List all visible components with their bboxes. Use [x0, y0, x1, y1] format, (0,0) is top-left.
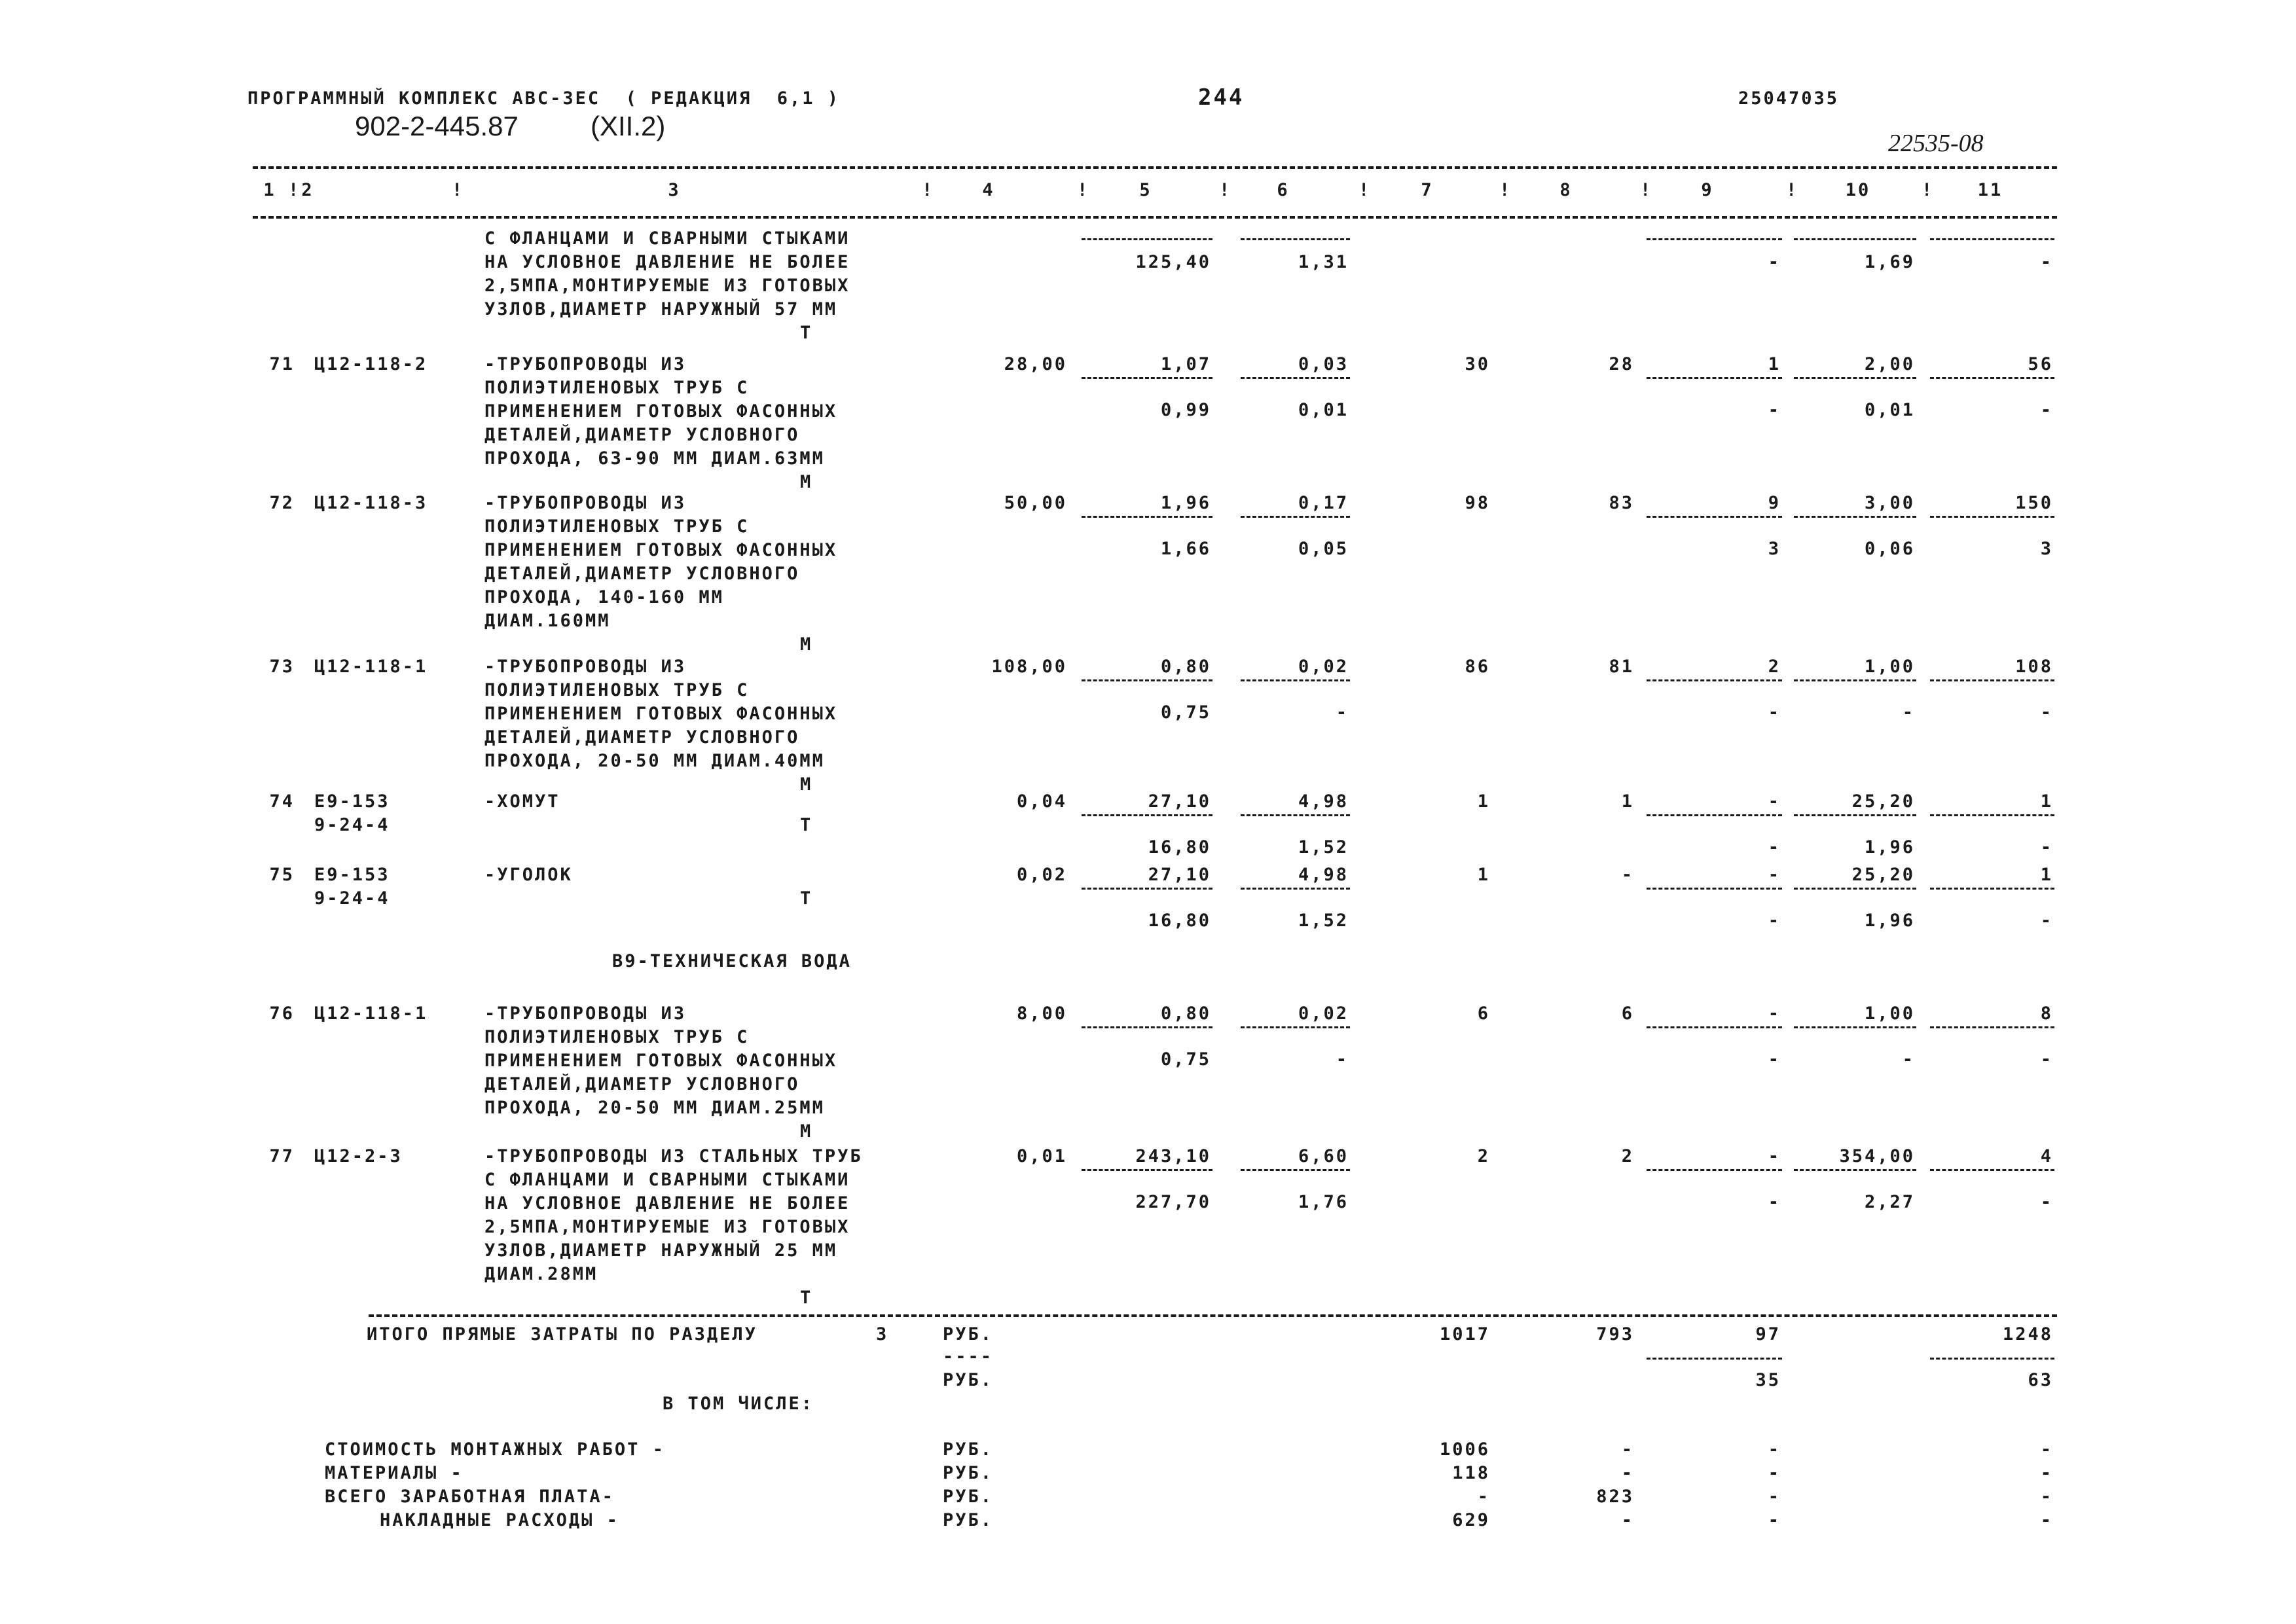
- continuation-desc-line: 2,5МПА,МОНТИРУЕМЫЕ ИЗ ГОТОВЫХ: [484, 276, 850, 296]
- row-number: 77: [269, 1146, 295, 1166]
- row-c10b-wage: 1,96: [1864, 837, 1915, 857]
- page-number: 244: [1198, 84, 1245, 111]
- row-desc-line: ПРИМЕНЕНИЕМ ГОТОВЫХ ФАСОННЫХ: [484, 704, 838, 724]
- breakdown-unit: РУБ.: [943, 1510, 994, 1530]
- column-separator: !: [1922, 180, 1935, 200]
- breakdown-col8: -: [1621, 1510, 1634, 1530]
- row-c5b-wage: 227,70: [1135, 1192, 1211, 1212]
- row-c11: 8: [2040, 1003, 2053, 1024]
- row-c5b-wage: 1,66: [1160, 539, 1211, 559]
- row-c10: 354,00: [1839, 1146, 1915, 1166]
- breakdown-col7: -: [1477, 1487, 1490, 1507]
- row-desc-line: -ХОМУТ: [484, 791, 560, 812]
- row-c9b-wage: -: [1768, 400, 1781, 420]
- sub-rule: [1930, 888, 2054, 890]
- breakdown-col9: -: [1768, 1463, 1781, 1483]
- sub-rule: [1794, 1026, 1916, 1028]
- row-c8: -: [1621, 865, 1634, 885]
- column-separator: !: [922, 180, 935, 200]
- row-c7: 98: [1465, 493, 1490, 513]
- sub-rule: [1241, 1026, 1350, 1028]
- sub-rule: [1647, 888, 1782, 890]
- row-c5: 243,10: [1135, 1146, 1211, 1166]
- row-c9: -: [1768, 1146, 1781, 1166]
- row-c11: 108: [2015, 657, 2053, 677]
- sub-rule: [1930, 679, 2054, 681]
- sub-rule: [1082, 1026, 1212, 1028]
- sub-rule: [1082, 238, 1212, 240]
- row-c10: 25,20: [1851, 865, 1915, 885]
- row-number: 72: [269, 493, 295, 513]
- row-desc-line: -УГОЛОК: [484, 865, 573, 885]
- row-c5b-wage: 16,80: [1148, 837, 1211, 857]
- breakdown-col7: 1006: [1439, 1439, 1490, 1460]
- breakdown-label: НАКЛАДНЫЕ РАСХОДЫ -: [380, 1510, 619, 1530]
- row-desc-line: ПРИМЕНЕНИЕМ ГОТОВЫХ ФАСОННЫХ: [484, 540, 838, 560]
- row-c8: 6: [1621, 1003, 1634, 1024]
- sub-rule: [1647, 1026, 1782, 1028]
- column-separator: !: [452, 180, 465, 200]
- row-quantity: 28,00: [1004, 354, 1067, 374]
- row-quantity: 0,02: [1016, 865, 1067, 885]
- cont-col5-wage: 125,40: [1135, 252, 1211, 272]
- breakdown-col8: -: [1621, 1463, 1634, 1483]
- sub-rule: [1930, 814, 2054, 816]
- row-c10: 1,00: [1864, 1003, 1915, 1024]
- row-c10: 25,20: [1851, 791, 1915, 812]
- row-c5b-wage: 0,75: [1160, 1049, 1211, 1070]
- row-desc-line: ДИАМ.160ММ: [484, 611, 611, 631]
- column-header-6: 6: [1277, 180, 1290, 200]
- row-c6b-wage: -: [1336, 702, 1349, 723]
- row-c10: 2,00: [1864, 354, 1915, 374]
- sub-rule: [1794, 1169, 1916, 1171]
- row-c6b-wage: 0,05: [1298, 539, 1349, 559]
- row-c6b-wage: 1,52: [1298, 911, 1349, 931]
- breakdown-unit: РУБ.: [943, 1439, 994, 1460]
- column-separator: !: [1786, 180, 1799, 200]
- row-c10b-wage: 2,27: [1864, 1192, 1915, 1212]
- sub-rule: [1794, 814, 1916, 816]
- sub-rule: [1647, 516, 1782, 518]
- sub-rule: [1082, 516, 1212, 518]
- breakdown-col7: 118: [1452, 1463, 1490, 1483]
- row-c11: 4: [2040, 1146, 2053, 1166]
- continuation-unit: Т: [800, 323, 813, 343]
- row-c9: 2: [1768, 657, 1781, 677]
- row-unit: Т: [800, 815, 813, 835]
- row-c9: -: [1768, 1003, 1781, 1024]
- row-desc-line: ПОЛИЭТИЛЕНОВЫХ ТРУБ С: [484, 1027, 750, 1047]
- row-c8: 1: [1621, 791, 1634, 812]
- row-c10b-wage: 0,01: [1864, 400, 1915, 420]
- sub-rule: [1241, 814, 1350, 816]
- row-c11b-wage: 3: [2040, 539, 2053, 559]
- continuation-desc-line: УЗЛОВ,ДИАМЕТР НАРУЖНЫЙ 57 ММ: [484, 299, 838, 319]
- doc-code: 25047035: [1738, 88, 1840, 109]
- sub-rule: [1930, 377, 2054, 379]
- row-c7: 6: [1477, 1003, 1490, 1024]
- totals-unit: РУБ.: [943, 1324, 994, 1344]
- breakdown-col7: 629: [1452, 1510, 1490, 1530]
- row-code: Е9-153: [314, 791, 390, 812]
- row-code-2: 9-24-4: [314, 815, 390, 835]
- row-desc-line: УЗЛОВ,ДИАМЕТР НАРУЖНЫЙ 25 ММ: [484, 1240, 838, 1261]
- column-header-11: 11: [1977, 180, 2003, 200]
- row-desc-line: ПРОХОДА, 20-50 ММ ДИАМ.25ММ: [484, 1098, 825, 1118]
- row-c9: 9: [1768, 493, 1781, 513]
- row-c9: 1: [1768, 354, 1781, 374]
- row-code-2: 9-24-4: [314, 888, 390, 909]
- sub-rule: [1082, 377, 1212, 379]
- row-quantity: 0,01: [1016, 1146, 1067, 1166]
- row-desc-line: ПРОХОДА, 63-90 ММ ДИАМ.63ММ: [484, 448, 825, 469]
- row-number: 73: [269, 657, 295, 677]
- totals-col8: 793: [1596, 1324, 1634, 1344]
- sub-rule: [1930, 1169, 2054, 1171]
- sub-rule: [1647, 1358, 1782, 1360]
- row-c9b-wage: 3: [1768, 539, 1781, 559]
- sub-rule: [1794, 377, 1916, 379]
- row-c8: 83: [1609, 493, 1634, 513]
- breakdown-label: ВСЕГО ЗАРАБОТНАЯ ПЛАТА-: [325, 1487, 615, 1507]
- totals-rule: [369, 1314, 2057, 1317]
- row-unit: М: [800, 774, 813, 795]
- sub-rule: [1241, 377, 1350, 379]
- row-c6b-wage: 0,01: [1298, 400, 1349, 420]
- totals-unit-2: РУБ.: [943, 1370, 994, 1390]
- row-c7: 2: [1477, 1146, 1490, 1166]
- row-c6b-wage: -: [1336, 1049, 1349, 1070]
- row-desc-line: -ТРУБОПРОВОДЫ ИЗ: [484, 493, 687, 513]
- breakdown-col8: 823: [1596, 1487, 1634, 1507]
- album-number: (XII.2): [591, 111, 666, 141]
- breakdown-col9: -: [1768, 1439, 1781, 1460]
- continuation-desc-line: С ФЛАНЦАМИ И СВАРНЫМИ СТЫКАМИ: [484, 228, 850, 249]
- row-desc-line: ПРОХОДА, 20-50 ММ ДИАМ.40ММ: [484, 751, 825, 771]
- column-separator: !: [1640, 180, 1653, 200]
- row-c9b-wage: -: [1768, 837, 1781, 857]
- row-desc-line: 2,5МПА,МОНТИРУЕМЫЕ ИЗ ГОТОВЫХ: [484, 1217, 850, 1237]
- row-desc-line: ДЕТАЛЕЙ,ДИАМЕТР УСЛОВНОГО: [484, 727, 800, 748]
- row-code: Ц12-118-1: [314, 657, 428, 677]
- sub-rule: [1647, 238, 1782, 240]
- row-desc-line: -ТРУБОПРОВОДЫ ИЗ: [484, 354, 687, 374]
- row-c10b-wage: -: [1902, 702, 1915, 723]
- row-c11: 1: [2040, 791, 2053, 812]
- sub-rule: [1930, 1358, 2054, 1360]
- row-desc-line: ДЕТАЛЕЙ,ДИАМЕТР УСЛОВНОГО: [484, 564, 800, 584]
- row-c5b-wage: 0,99: [1160, 400, 1211, 420]
- row-c6b-wage: 1,76: [1298, 1192, 1349, 1212]
- column-header-8: 8: [1559, 180, 1573, 200]
- sub-rule: [1930, 238, 2054, 240]
- row-c5: 0,80: [1160, 1003, 1211, 1024]
- sub-rule: [1241, 238, 1350, 240]
- row-c10b-wage: 0,06: [1864, 539, 1915, 559]
- column-header-4: 4: [982, 180, 995, 200]
- row-c9b-wage: -: [1768, 702, 1781, 723]
- row-c5: 0,80: [1160, 657, 1211, 677]
- column-separator: !: [1358, 180, 1372, 200]
- row-c8: 28: [1609, 354, 1634, 374]
- row-c9b-wage: -: [1768, 1049, 1781, 1070]
- breakdown-col9: -: [1768, 1487, 1781, 1507]
- column-header-7: 7: [1421, 180, 1434, 200]
- project-number: 902-2-445.87: [355, 111, 519, 141]
- row-c11: 56: [2028, 354, 2053, 374]
- row-c11b-wage: -: [2040, 911, 2053, 931]
- breakdown-unit: РУБ.: [943, 1463, 994, 1483]
- totals-col11-wage: 63: [2028, 1370, 2053, 1390]
- row-c7: 1: [1477, 865, 1490, 885]
- row-code: Ц12-2-3: [314, 1146, 403, 1166]
- row-desc-line: ПОЛИЭТИЛЕНОВЫХ ТРУБ С: [484, 378, 750, 398]
- column-header-9: 9: [1701, 180, 1714, 200]
- column-header-1: 1: [263, 180, 276, 200]
- sub-rule: [1082, 1169, 1212, 1171]
- sub-rule: [1241, 516, 1350, 518]
- row-desc-line: ПОЛИЭТИЛЕНОВЫХ ТРУБ С: [484, 516, 750, 537]
- row-quantity: 0,04: [1016, 791, 1067, 812]
- column-separator: !: [1077, 180, 1090, 200]
- column-header-2: 2: [301, 180, 314, 200]
- row-unit: М: [800, 634, 813, 655]
- row-c5: 27,10: [1148, 865, 1211, 885]
- sub-rule: [1794, 516, 1916, 518]
- breakdown-label: МАТЕРИАЛЫ -: [325, 1463, 464, 1483]
- row-c6b-wage: 1,52: [1298, 837, 1349, 857]
- sub-rule: [1794, 238, 1916, 240]
- row-c10: 3,00: [1864, 493, 1915, 513]
- row-desc-line: -ТРУБОПРОВОДЫ ИЗ: [484, 657, 687, 677]
- row-c6: 6,60: [1298, 1146, 1349, 1166]
- row-desc-line: НА УСЛОВНОЕ ДАВЛЕНИЕ НЕ БОЛЕЕ: [484, 1193, 850, 1214]
- row-c5b-wage: 0,75: [1160, 702, 1211, 723]
- row-c6: 0,02: [1298, 1003, 1349, 1024]
- row-c5: 1,07: [1160, 354, 1211, 374]
- row-c11: 1: [2040, 865, 2053, 885]
- sub-rule: [1930, 516, 2054, 518]
- sub-rule: [1082, 679, 1212, 681]
- row-c6: 4,98: [1298, 791, 1349, 812]
- column-separator: !: [288, 180, 301, 200]
- breakdown-col9: -: [1768, 1510, 1781, 1530]
- sub-rule: [1930, 1026, 2054, 1028]
- totals-col9: 97: [1755, 1324, 1781, 1344]
- row-c11b-wage: -: [2040, 400, 2053, 420]
- row-c7: 86: [1465, 657, 1490, 677]
- sub-rule: [1241, 888, 1350, 890]
- cont-col9-wage: -: [1768, 252, 1781, 272]
- totals-including: В ТОМ ЧИСЛЕ:: [663, 1394, 814, 1414]
- row-number: 71: [269, 354, 295, 374]
- row-c9: -: [1768, 791, 1781, 812]
- row-c10: 1,00: [1864, 657, 1915, 677]
- row-desc-line: ДИАМ.28ММ: [484, 1264, 598, 1284]
- breakdown-col11: -: [2040, 1487, 2053, 1507]
- row-desc-line: ПРОХОДА, 140-160 ММ: [484, 587, 724, 607]
- sub-rule: [1241, 679, 1350, 681]
- row-c5: 1,96: [1160, 493, 1211, 513]
- header-rule-top: [253, 166, 2057, 169]
- row-desc-line: -ТРУБОПРОВОДЫ ИЗ СТАЛЬНЫХ ТРУБ: [484, 1146, 863, 1166]
- row-code: Ц12-118-2: [314, 354, 428, 374]
- row-c5: 27,10: [1148, 791, 1211, 812]
- row-unit: Т: [800, 888, 813, 909]
- row-c8: 2: [1621, 1146, 1634, 1166]
- row-desc-line: ПРИМЕНЕНИЕМ ГОТОВЫХ ФАСОННЫХ: [484, 401, 838, 422]
- row-desc-line: С ФЛАНЦАМИ И СВАРНЫМИ СТЫКАМИ: [484, 1170, 850, 1190]
- sub-rule: [1082, 888, 1212, 890]
- row-desc-line: ДЕТАЛЕЙ,ДИАМЕТР УСЛОВНОГО: [484, 425, 800, 445]
- sub-rule: [1647, 679, 1782, 681]
- row-number: 74: [269, 791, 295, 812]
- row-quantity: 8,00: [1016, 1003, 1067, 1024]
- row-unit: М: [800, 1121, 813, 1142]
- row-c11b-wage: -: [2040, 702, 2053, 723]
- header-rule-bottom: [253, 216, 2057, 219]
- column-separator: !: [1219, 180, 1232, 200]
- row-c6: 0,03: [1298, 354, 1349, 374]
- column-header-3: 3: [668, 180, 681, 200]
- breakdown-col11: -: [2040, 1463, 2053, 1483]
- row-c9b-wage: -: [1768, 1192, 1781, 1212]
- row-c11b-wage: -: [2040, 837, 2053, 857]
- totals-col7: 1017: [1439, 1324, 1490, 1344]
- row-desc-line: -ТРУБОПРОВОДЫ ИЗ: [484, 1003, 687, 1024]
- sub-rule: [1647, 1169, 1782, 1171]
- row-desc-line: ДЕТАЛЕЙ,ДИАМЕТР УСЛОВНОГО: [484, 1074, 800, 1094]
- sub-rule: [1082, 814, 1212, 816]
- row-c9b-wage: -: [1768, 911, 1781, 931]
- cont-col6-wage: 1,31: [1298, 252, 1349, 272]
- column-header-10: 10: [1845, 180, 1871, 200]
- row-c11b-wage: -: [2040, 1049, 2053, 1070]
- cont-col10-wage: 1,69: [1864, 252, 1915, 272]
- breakdown-col11: -: [2040, 1439, 2053, 1460]
- sub-rule: [1647, 814, 1782, 816]
- row-c8: 81: [1609, 657, 1634, 677]
- row-c5b-wage: 16,80: [1148, 911, 1211, 931]
- totals-unit-mark: ----: [943, 1346, 994, 1367]
- row-c7: 1: [1477, 791, 1490, 812]
- sub-rule: [1647, 377, 1782, 379]
- row-unit: М: [800, 472, 813, 492]
- row-number: 76: [269, 1003, 295, 1024]
- row-code: Ц12-118-3: [314, 493, 428, 513]
- row-c6: 0,02: [1298, 657, 1349, 677]
- sub-rule: [1794, 679, 1916, 681]
- row-c11: 150: [2015, 493, 2053, 513]
- sub-rule: [1794, 888, 1916, 890]
- row-c10b-wage: -: [1902, 1049, 1915, 1070]
- breakdown-label: СТОИМОСТЬ МОНТАЖНЫХ РАБОТ -: [325, 1439, 665, 1460]
- breakdown-col8: -: [1621, 1439, 1634, 1460]
- row-c6: 0,17: [1298, 493, 1349, 513]
- cont-col11-wage: -: [2040, 252, 2053, 272]
- row-code: Ц12-118-1: [314, 1003, 428, 1024]
- row-code: Е9-153: [314, 865, 390, 885]
- stamp-number: 22535-08: [1888, 130, 1984, 157]
- row-c11b-wage: -: [2040, 1192, 2053, 1212]
- column-separator: !: [1499, 180, 1512, 200]
- row-number: 75: [269, 865, 295, 885]
- breakdown-unit: РУБ.: [943, 1487, 994, 1507]
- sub-rule: [1241, 1169, 1350, 1171]
- row-c7: 30: [1465, 354, 1490, 374]
- row-quantity: 108,00: [991, 657, 1067, 677]
- row-unit: Т: [800, 1288, 813, 1308]
- continuation-desc-line: НА УСЛОВНОЕ ДАВЛЕНИЕ НЕ БОЛЕЕ: [484, 252, 850, 272]
- column-header-5: 5: [1139, 180, 1152, 200]
- section-title: В9-ТЕХНИЧЕСКАЯ ВОДА: [612, 951, 852, 971]
- totals-col11: 1248: [2002, 1324, 2053, 1344]
- totals-section: 3: [876, 1324, 889, 1344]
- row-c6: 4,98: [1298, 865, 1349, 885]
- row-desc-line: ПОЛИЭТИЛЕНОВЫХ ТРУБ С: [484, 680, 750, 700]
- breakdown-col11: -: [2040, 1510, 2053, 1530]
- program-title: ПРОГРАММНЫЙ КОМПЛЕКС АВС-3ЕС ( РЕДАКЦИЯ 6,1 ): [247, 88, 841, 109]
- row-c10b-wage: 1,96: [1864, 911, 1915, 931]
- row-quantity: 50,00: [1004, 493, 1067, 513]
- row-c9: -: [1768, 865, 1781, 885]
- totals-label: ИТОГО ПРЯМЫЕ ЗАТРАТЫ ПО РАЗДЕЛУ: [367, 1324, 757, 1344]
- totals-col9-wage: 35: [1755, 1370, 1781, 1390]
- row-desc-line: ПРИМЕНЕНИЕМ ГОТОВЫХ ФАСОННЫХ: [484, 1051, 838, 1071]
